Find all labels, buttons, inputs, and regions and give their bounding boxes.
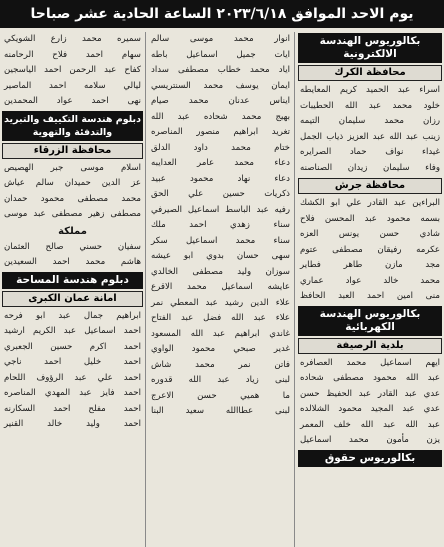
list-item: لبنى عطاالله سعيد البنا [151, 406, 290, 416]
list-item: عدي عبد المجيد محمود الشلالده [300, 404, 440, 414]
list-item: سناء محمد اسماعيل سكر [151, 235, 290, 246]
section-title-hvac: دبلوم هندسة التكييف والتبريد والتدفئة والتهوية [2, 111, 143, 141]
list-item: ايهم اسماعيل محمد العصافره [300, 357, 440, 368]
list-item: احمد وليد خالد القنير [4, 419, 141, 429]
list-item: سفيان حسني صالح العثمان [4, 241, 141, 252]
list-item: علاء عبد الله فضل عبد الفتاح [151, 313, 290, 323]
list-item: غاندي ابراهيم عبد الله المسعود [151, 328, 290, 339]
list-item: يزن مأمون محمد اسماعيل [300, 435, 440, 445]
list-item: ايات جميل اسماعيل باطه [151, 49, 290, 60]
list-item: ختام محمد داود الدلق [151, 142, 290, 153]
list-item: احمد اكرم حسين الجعبري [4, 341, 141, 352]
list-item: عايشه اسماعيل محمد الاقرع [151, 282, 290, 292]
list-item: سهى حسان بدوي ابو عيشه [151, 251, 290, 261]
list-item: احمد خليل احمد ناجي [4, 357, 141, 367]
list-item: سناء زهدي احمد ملك [151, 220, 290, 230]
list-item: اسراء عبد الحميد كريم المعايطه [300, 85, 440, 95]
list-item: ما هميي حسن الاعرج [151, 390, 290, 401]
list-item: ابراهيم جمال عبد ابو فرحه [4, 310, 141, 321]
list-item: خلود محمد عبد الله الحطيبات [300, 100, 440, 111]
list-item: سوزان وليد مصطفى الخالدي [151, 266, 290, 277]
subheading-mamlaka: مملكة [58, 225, 87, 237]
list-item: انوار محمد موسى سالم [151, 34, 290, 44]
list-item: عدي عبد القادر عبد الحفيظ حسن [300, 388, 440, 399]
list-item: ليالي سلامه احمد الماصير [4, 80, 141, 91]
section-title-surveying: دبلوم هندسة المساحة [2, 272, 143, 289]
list-item: ذكريات حسين علي الحق [151, 189, 290, 199]
list-item: فاتن نمر محمد شاش [151, 359, 290, 370]
subheading-zarqa: محافظة الزرقاء [2, 143, 143, 159]
list-item: رفيه عبد الباسط اسماعيل الصيرفي [151, 204, 290, 215]
list-item: لبنى زياد عبد الله قدوره [151, 375, 290, 385]
list-item: بسمه محمود عبد المحسن فلاح [300, 213, 440, 224]
list-item: نهى احمد عواد المحمدين [4, 96, 141, 106]
list-item: عبد الله محمود مصطفى شحاده [300, 373, 440, 383]
date-banner [0, 0, 444, 28]
list-item: محمد مصطفى محمود حمدان [4, 193, 141, 204]
list-item: عكرمه رفيقان مصطفى عتوم [300, 244, 440, 255]
list-item: محمد خالد عواد عماري [300, 275, 440, 286]
list-item: منى امين احمد العبد الحافظ [300, 291, 440, 301]
list-item: بهيج محمد شحاده عبد الله [151, 111, 290, 122]
subheading-rusaifa: بلدية الرصيفة [298, 338, 442, 354]
list-item: وفاء سليمان زيدان الصناصنه [300, 162, 440, 173]
list-item: احمد مفلح احمد السكارنه [4, 403, 141, 414]
list-item: سهام احمد فلاح الرحامنه [4, 49, 141, 60]
list-item: اسلام موسى جبر الهصيص [4, 162, 141, 173]
subheading-jerash: محافظة جرش [298, 178, 442, 194]
list-item: عز الدين حميدان سالم عياش [4, 178, 141, 188]
list-item: مجد مازن طاهر فطاير [300, 260, 440, 270]
list-item: اياد محمد خطاب مصطفى سداد [151, 65, 290, 75]
section-title-electronics: بكالوريوس الهندسة الالكترونية [298, 33, 442, 63]
list-item: مصطفى زهير مصطفى عبد موسى [4, 209, 141, 219]
list-item: احمد علي عبد الرؤوف اللحام [4, 372, 141, 383]
list-item: دعاء نهاد محمود عبيد [151, 173, 290, 184]
list-item: البراءين عبد القادر علي ابو الكشك [300, 198, 440, 208]
subheading-amman: امانة عمان الكبرى [2, 291, 143, 307]
list-item: تغريد ابراهيم منصور المناصره [151, 127, 290, 137]
middle-column [147, 32, 295, 547]
list-item: احمد فايز عبد المهدي المناصره [4, 388, 141, 398]
list-item: زينب عبد الله عبد العزيز ذياب الجمل [300, 131, 440, 142]
list-item: عبد الله عبد الله خلف المعمر [300, 419, 440, 430]
list-item: احمد اسماعيل عبد الكريم ارشيد [4, 326, 141, 336]
list-item: شادي حسن يونس العزه [300, 229, 440, 239]
list-item: غيداء نواف حماد الصرايره [300, 147, 440, 157]
list-item: سميره محمد زارع الشويكي [4, 34, 141, 44]
list-item: دعاء محمد عامر العدايبه [151, 158, 290, 168]
list-item: هاشم محمد احمد السعيدين [4, 257, 141, 267]
left-column [0, 32, 146, 547]
list-item: ايمان يوسف محمد السنتريسي [151, 80, 290, 91]
list-item: غدير صبحي محمود الواوي [151, 344, 290, 354]
section-title-law: بكالوريوس حقوق [298, 450, 442, 467]
banner-title: يوم الاحد الموافق ٢٠٢٣/٦/١٨ الساعة الحادية عشر صباحا [30, 6, 414, 22]
list-item: علاء الدين رشيد عبد المعطي نمر [151, 297, 290, 308]
subheading-karak: محافظة الكرك [298, 65, 442, 81]
right-column [296, 32, 444, 547]
section-title-electrical: بكالوريوس الهندسة الكهربائية [298, 306, 442, 336]
list-item: ايناس عدنان محمد صيام [151, 96, 290, 106]
list-item: كفاح عبد الرحمن احمد الياسجين [4, 65, 141, 75]
list-item: رزان محمد سليمان التيمه [300, 116, 440, 126]
